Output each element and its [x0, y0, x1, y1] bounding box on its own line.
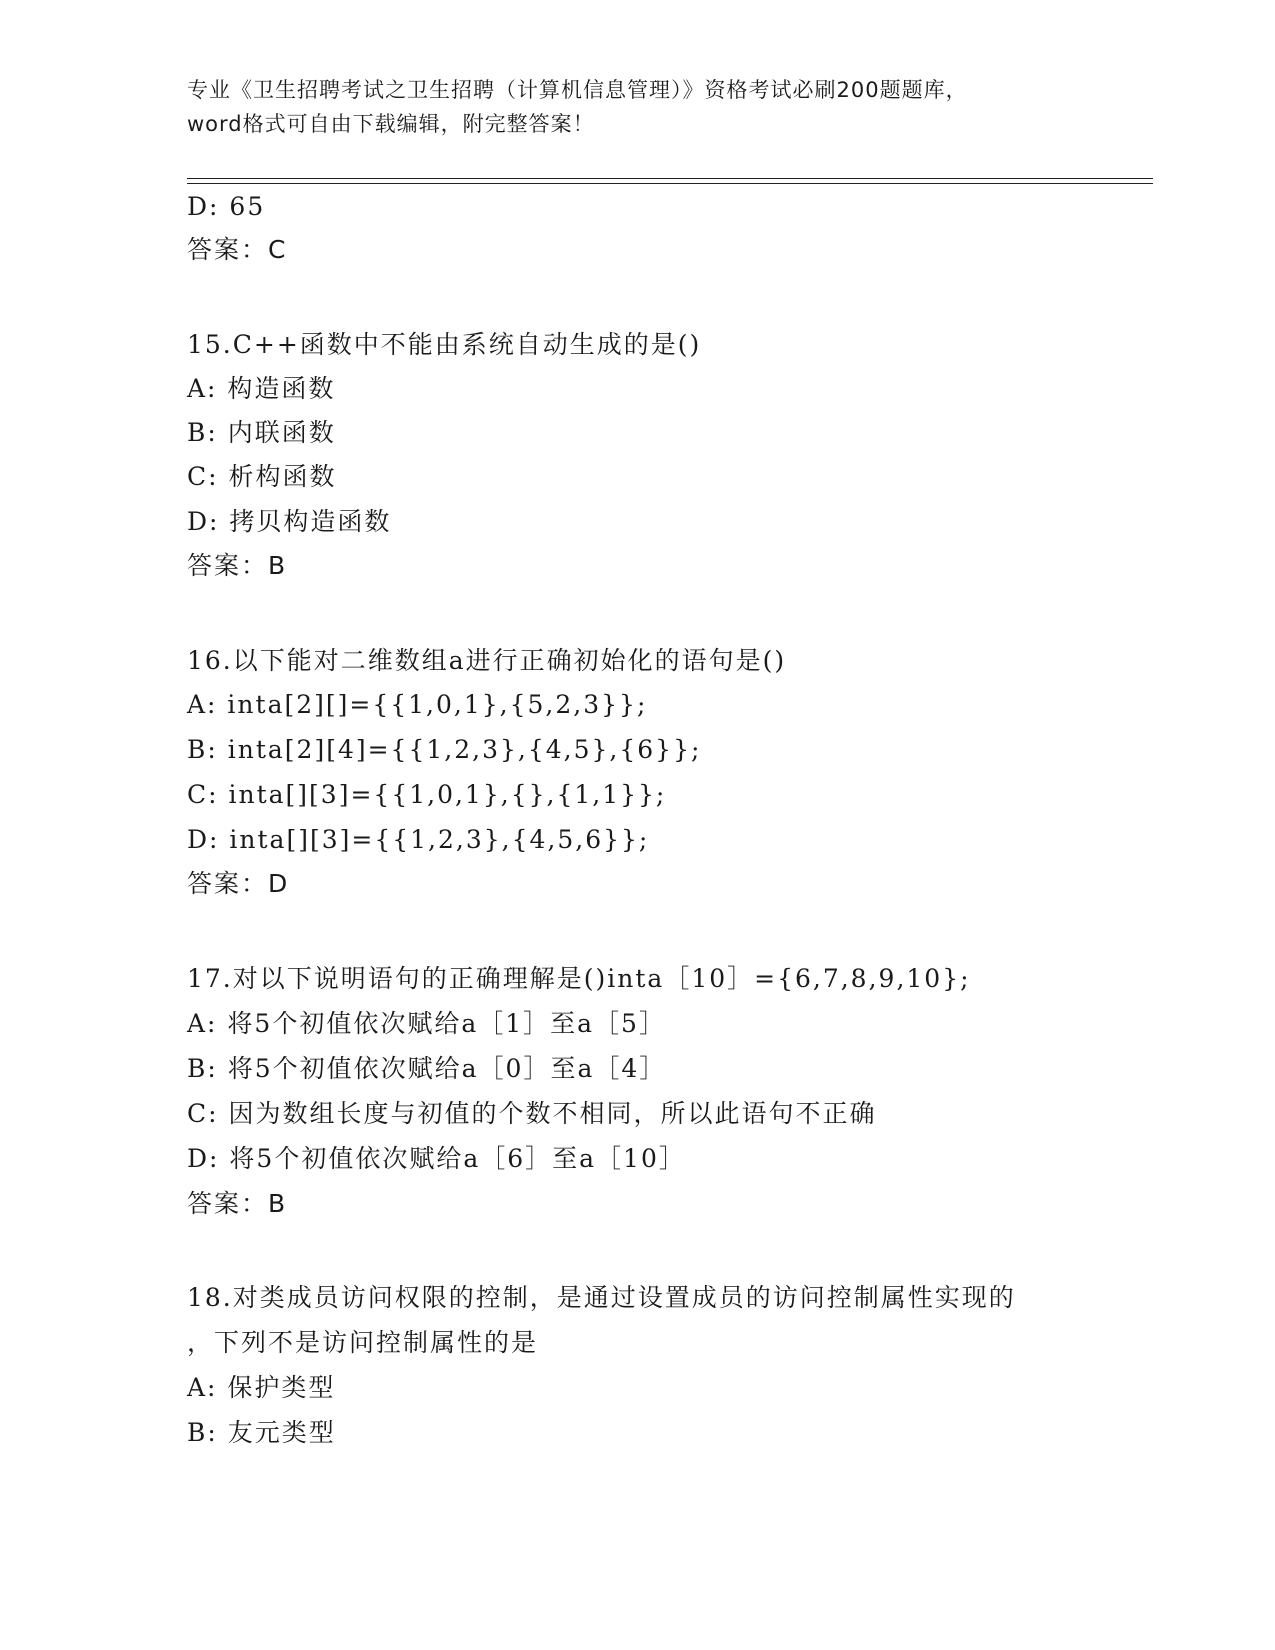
q15-stem: 15.C++函数中不能由系统自动生成的是() — [187, 330, 702, 359]
q17-option-c: C: 因为数组长度与初值的个数不相同，所以此语句不正确 — [187, 1099, 877, 1128]
document-header — [187, 73, 1117, 141]
q16-option-c: C: inta[][3]={{1,0,1},{},{1,1}}; — [187, 780, 667, 809]
q18-stem-line-1: 18.对类成员访问权限的控制，是通过设置成员的访问控制属性实现的 — [187, 1283, 1016, 1312]
q18-stem-line-2: ，下列不是访问控制属性的是 — [187, 1328, 539, 1357]
header-divider-top — [187, 178, 1153, 179]
q17-option-b: B: 将5个初值依次赋给a［0］至a［4］ — [187, 1054, 667, 1083]
q16-option-a: A: inta[2][]={{1,0,1},{5,2,3}}; — [187, 690, 648, 719]
prev-option-d: D: 65 — [187, 192, 266, 221]
q16-option-b: B: inta[2][4]={{1,2,3},{4,5},{6}}; — [187, 735, 702, 764]
q17-option-d: D: 将5个初值依次赋给a［6］至a［10］ — [187, 1144, 686, 1173]
header-line-1: 专业《卫生招聘考试之卫生招聘（计算机信息管理）》资格考试必刷200题题库， — [187, 78, 968, 102]
q15-option-b: B: 内联函数 — [187, 418, 336, 447]
q17-option-a: A: 将5个初值依次赋给a［1］至a［5］ — [187, 1009, 666, 1038]
q18-option-a: A: 保护类型 — [187, 1373, 336, 1402]
q16-stem: 16.以下能对二维数组a进行正确初始化的语句是() — [187, 646, 787, 675]
q15-option-a: A: 构造函数 — [187, 374, 336, 403]
header-line-2: word格式可自由下载编辑，附完整答案！ — [187, 112, 595, 136]
q18-option-b: B: 友元类型 — [187, 1418, 336, 1447]
q16-answer: 答案：D — [187, 869, 290, 898]
q17-stem: 17.对以下说明语句的正确理解是()inta［10］={6,7,8,9,10}; — [187, 964, 971, 993]
header-divider-bottom — [187, 183, 1153, 184]
q15-answer: 答案：B — [187, 551, 288, 580]
q15-option-c: C: 析构函数 — [187, 462, 337, 491]
prev-answer: 答案：C — [187, 235, 288, 264]
q15-option-d: D: 拷贝构造函数 — [187, 507, 392, 536]
q17-answer: 答案：B — [187, 1189, 288, 1218]
q16-option-d: D: inta[][3]={{1,2,3},{4,5,6}}; — [187, 825, 650, 854]
